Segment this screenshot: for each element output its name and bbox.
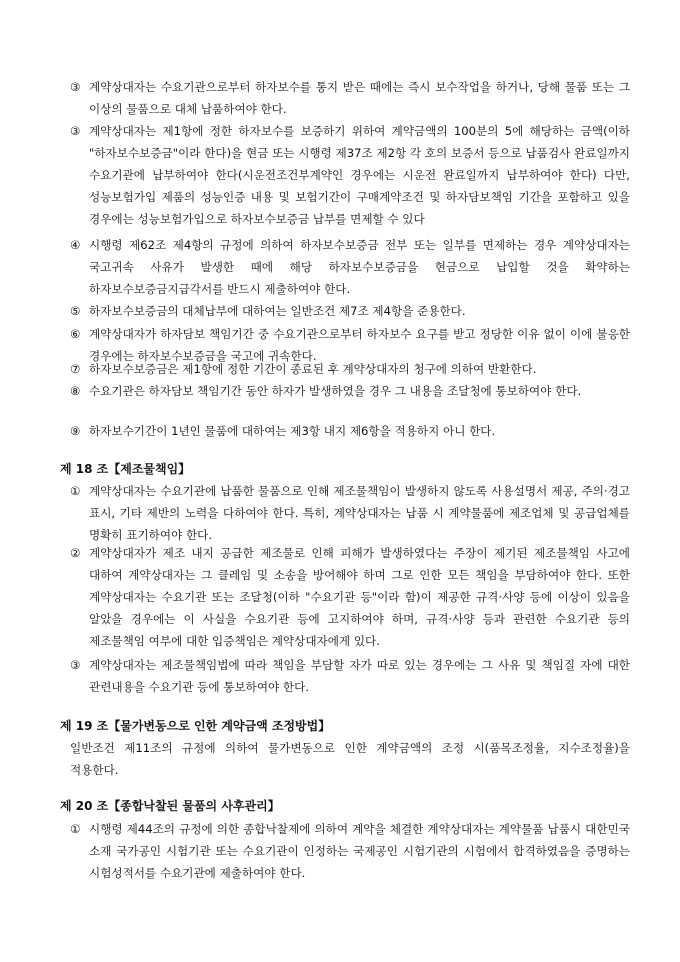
item-text: 하자보수보증금의 대체납부에 대하여는 일반조건 제7조 제4항을 준용한다.	[89, 304, 466, 318]
item-text: 계약상대자는 제조물책임법에 따라 책임을 부담할 자가 따로 있는 경우에는 그 사유 및 책임질 자에 대한 관련내용을 수요기관 등에 통보하여야 한다.	[89, 658, 630, 694]
article19-text: 일반조건 제11조의 규정에 의하여 물가변동으로 인한 계약금액의 조정 시(품목조정율, 지수조정율)을 적용한다.	[70, 741, 630, 777]
article17-item-3a	[70, 76, 630, 120]
item-text: 수요기관은 하자담보 책임기간 동안 하자가 발생하였을 경우 그 내용을 조달청에 통보하여야 한다.	[89, 384, 582, 398]
item-text: 계약상대자가 하자담보 책임기간 중 수요기관으로부터 하자보수 요구를 받고 정당한 이유 없이 이에 불응한 경우에는 하자보수보증금을 국고에 귀속한다.	[89, 327, 630, 363]
article18-heading: 제 18 조【제조물책임】	[60, 462, 191, 476]
article17-item-5	[70, 300, 630, 322]
item-number: ⑥	[70, 327, 81, 341]
item-number: ⑧	[70, 384, 81, 398]
article17-item-4	[70, 234, 630, 300]
item-text: 시행령 제44조의 규정에 의한 종합낙찰제에 의하여 계약을 체결한 계약상대자는 계약물품 납품시 대한민국 소재 국가공인 시험기관 또는 수요기관이 인정하는 국제공인 시험기관의 시험에서 합격하였음을 증명하는 시험성적서를 수요기관에 제출하여야 한다.	[89, 822, 630, 880]
article18-item-3	[70, 654, 630, 698]
article17-item-8	[70, 380, 630, 402]
article19-heading: 제 19 조【물가변동으로 인한 계약금액 조정방법】	[60, 719, 331, 733]
item-number: ③	[70, 658, 81, 672]
item-number: ①	[70, 822, 81, 836]
item-text: 계약상대자는 수요기관에 납품한 물품으로 인해 제조물책임이 발생하지 않도록 사용설명서 제공, 주의·경고 표시, 기타 제반의 노력을 다하여야 한다. 특히, 계약상대자는 납품 시 계약물품에 제조업체 및 공급업체를 명확히 표기하여야 한다.	[89, 484, 630, 542]
item-number: ①	[70, 484, 81, 498]
item-text: 시행령 제62조 제4항의 규정에 의하여 하자보수보증금 전부 또는 일부를 면제하는 경우 계약상대자는 국고귀속 사유가 발생한 때에 해당 하자보수보증금을 현금으로 납입할 것을 확약하는 하자보수보증금지급각서를 반드시 제출하여야 한다.	[89, 238, 630, 296]
item-number: ③	[70, 80, 81, 94]
article18-item-2	[70, 542, 630, 652]
item-number: ⑨	[70, 424, 81, 438]
article18-item-1	[70, 480, 630, 546]
item-number: ②	[70, 546, 81, 560]
article20-heading: 제 20 조【종합낙찰된 물품의 사후관리】	[60, 799, 280, 813]
item-number: ③	[70, 124, 81, 138]
item-number: ⑤	[70, 304, 81, 318]
article17-item-3b	[70, 120, 630, 230]
item-number: ④	[70, 238, 81, 252]
item-number: ⑦	[70, 362, 81, 376]
item-text: 하자보수보증금은 제1항에 정한 기간이 종료된 후 계약상대자의 청구에 의하여 반환한다.	[89, 362, 537, 376]
item-text: 계약상대자가 제조 내지 공급한 제조물로 인해 피해가 발생하였다는 주장이 제기된 제조물책임 사고에 대하여 계약상대자는 그 클레임 및 소송을 방어해야 하며 그로 인한 모든 책임을 부담하여야 한다. 또한 계약상대자는 수요기관 또는 조달청(이하 "수요기관 등"이라 함)이 제공한 규격·사양 등에 이상이 있음을 알았을 경우에는 이 사실을 수요기관 등에 고지하여야 하며, 규격·사양 등과 관련한 수요기관 등의 제조물책임 여부에 대한 입증책임은 계약상대자에게 있다.	[89, 546, 630, 648]
item-text: 계약상대자는 제1항에 정한 하자보수를 보증하기 위하여 계약금액의 100분의 5에 해당하는 금액(이하 "하자보수보증금"이라 한다)을 현금 또는 시행령 제37조 제2항 각 호의 보증서 등으로 납품검사 완료일까지 수요기관에 납부하여야 한다(시운전조건부계약인 경우에는 시운전 완료일까지 납부하여야 한다) 다만, 성능보험가입 제품의 성능인증 내용 및 보험기간이 구매계약조건 및 하자담보책임 기간을 포함하고 있을 경우에는 성능보험가입으로 하자보수보증금 납부를 면제할 수 있다	[89, 124, 630, 226]
item-text: 계약상대자는 수요기관으로부터 하자보수를 통지 받은 때에는 즉시 보수작업을 하거나, 당해 물품 또는 그 이상의 물품으로 대체 납품하여야 한다.	[89, 80, 630, 116]
item-text: 하자보수기간이 1년인 물품에 대하여는 제3항 내지 제6항을 적용하지 아니 한다.	[89, 424, 496, 438]
article17-item-9	[70, 420, 630, 442]
article20-item-1	[70, 818, 630, 884]
article17-item-7	[70, 358, 630, 380]
